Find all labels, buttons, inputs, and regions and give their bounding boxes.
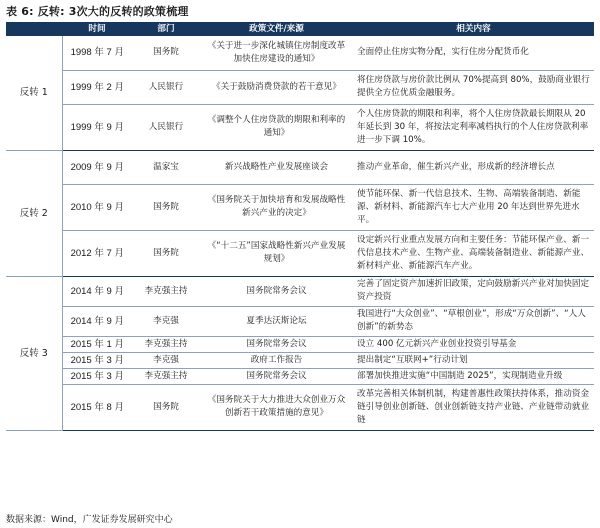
header-dept: 部门 xyxy=(132,22,200,36)
cell-dept: 李克强主持 xyxy=(132,368,200,384)
cell-content: 完善了固定资产加速折旧政策，定向鼓励新兴产业对加快固定资产投资 xyxy=(353,276,594,306)
cell-content: 改革完善相关体制机制，构建普惠性政策扶持体系，推动资金链引导创业创新链、创业创新链支持产业链、产业链带动就业链 xyxy=(353,384,594,430)
cell-time: 2010 年 9 月 xyxy=(62,184,132,230)
cell-dept: 李克强 xyxy=(132,352,200,368)
cell-dept: 李克强 xyxy=(132,306,200,336)
cell-content: 使节能环保、新一代信息技术、生物、高端装备制造、新能源、新材料、新能源汽车七大产业用 20 年达到世界先进水平。 xyxy=(353,184,594,230)
cell-content: 设立 400 亿元新兴产业创业投资引导基金 xyxy=(353,336,594,352)
cell-doc: 国务院常务会议 xyxy=(200,276,353,306)
cell-doc: 新兴战略性产业发展座谈会 xyxy=(200,150,353,184)
table-row xyxy=(6,150,594,184)
cell-dept: 国务院 xyxy=(132,384,200,430)
cell-content: 提出制定“互联网+”行动计划 xyxy=(353,352,594,368)
cell-doc: 《“十二五”国家战略性新兴产业发展规划》 xyxy=(200,230,353,276)
cell-doc: 《国务院关于大力推进大众创业万众创新若干政策措施的意见》 xyxy=(200,384,353,430)
header-time: 时间 xyxy=(62,22,132,36)
cell-content: 设定新兴行业重点发展方向和主要任务：节能环保产业、新一代信息技术产业、生物产业、高端装备制造业、新能源产业、新材料产业、新能源汽车产业。 xyxy=(353,230,594,276)
cell-doc: 国务院常务会议 xyxy=(200,336,353,352)
table-row xyxy=(6,352,594,368)
header-reversal xyxy=(6,22,62,36)
cell-dept: 人民银行 xyxy=(132,104,200,150)
cell-content: 全面停止住房实物分配，实行住房分配货币化 xyxy=(353,36,594,70)
table-caption: 表 6: 反转: 3次大的反转的政策梳理 xyxy=(6,5,189,18)
cell-dept: 人民银行 xyxy=(132,70,200,104)
table-row xyxy=(6,336,594,352)
cell-doc: 国务院常务会议 xyxy=(200,368,353,384)
cell-content: 推动产业革命，催生新兴产业，形成新的经济增长点 xyxy=(353,150,594,184)
cell-time: 2015 年 8 月 xyxy=(62,384,132,430)
header-doc: 政策文件/来源 xyxy=(200,22,353,36)
reversal-label: 反转 3 xyxy=(6,276,62,430)
table-row xyxy=(6,276,594,306)
cell-time: 2015 年 1 月 xyxy=(62,336,132,352)
table-row xyxy=(6,36,594,70)
table-row xyxy=(6,368,594,384)
cell-content: 个人住房贷款的期限和利率，将个人住房贷款最长期限从 20 年延长到 30 年，将按法定利率减档执行的个人住房贷款利率进一步下调 10%。 xyxy=(353,104,594,150)
cell-dept: 温家宝 xyxy=(132,150,200,184)
table-row xyxy=(6,70,594,104)
cell-time: 2012 年 7 月 xyxy=(62,230,132,276)
cell-content: 我国进行“大众创业”、“草根创业”，形成“万众创新”、“人人创新”的新势态 xyxy=(353,306,594,336)
table-body xyxy=(6,36,594,430)
reversal-label: 反转 2 xyxy=(6,150,62,276)
cell-doc: 《调整个人住房贷款的期限和利率的通知》 xyxy=(200,104,353,150)
cell-doc: 《国务院关于加快培育和发展战略性新兴产业的决定》 xyxy=(200,184,353,230)
cell-time: 2015 年 3 月 xyxy=(62,352,132,368)
table-header-row xyxy=(6,22,594,36)
cell-dept: 李克强主持 xyxy=(132,276,200,306)
cell-doc: 《关于鼓励消费贷款的若干意见》 xyxy=(200,70,353,104)
table-row xyxy=(6,230,594,276)
cell-content: 部署加快推进实施“中国制造 2025”，实现制造业升级 xyxy=(353,368,594,384)
cell-doc: 政府工作报告 xyxy=(200,352,353,368)
cell-time: 2015 年 3 月 xyxy=(62,368,132,384)
cell-doc: 《关于进一步深化城镇住房制度改革加快住房建设的通知》 xyxy=(200,36,353,70)
cell-time: 1999 年 9 月 xyxy=(62,104,132,150)
cell-dept: 国务院 xyxy=(132,230,200,276)
table-row xyxy=(6,184,594,230)
header-content: 相关内容 xyxy=(353,22,594,36)
cell-time: 2014 年 9 月 xyxy=(62,306,132,336)
cell-time: 2009 年 9 月 xyxy=(62,150,132,184)
cell-time: 2014 年 9 月 xyxy=(62,276,132,306)
cell-dept: 国务院 xyxy=(132,36,200,70)
table-row xyxy=(6,104,594,150)
cell-content: 将住房贷款与房价款比例从 70%提高到 80%，鼓励商业银行提供全方位优质金融服务。 xyxy=(353,70,594,104)
policy-table xyxy=(6,22,594,431)
cell-doc: 夏季达沃斯论坛 xyxy=(200,306,353,336)
reversal-label: 反转 1 xyxy=(6,36,62,150)
table-row xyxy=(6,306,594,336)
cell-dept: 国务院 xyxy=(132,184,200,230)
cell-time: 1998 年 7 月 xyxy=(62,36,132,70)
table-row xyxy=(6,384,594,430)
source-note: 数据来源：Wind，广发证券发展研究中心 xyxy=(6,515,173,525)
cell-dept: 李克强主持 xyxy=(132,336,200,352)
cell-time: 1999 年 2 月 xyxy=(62,70,132,104)
